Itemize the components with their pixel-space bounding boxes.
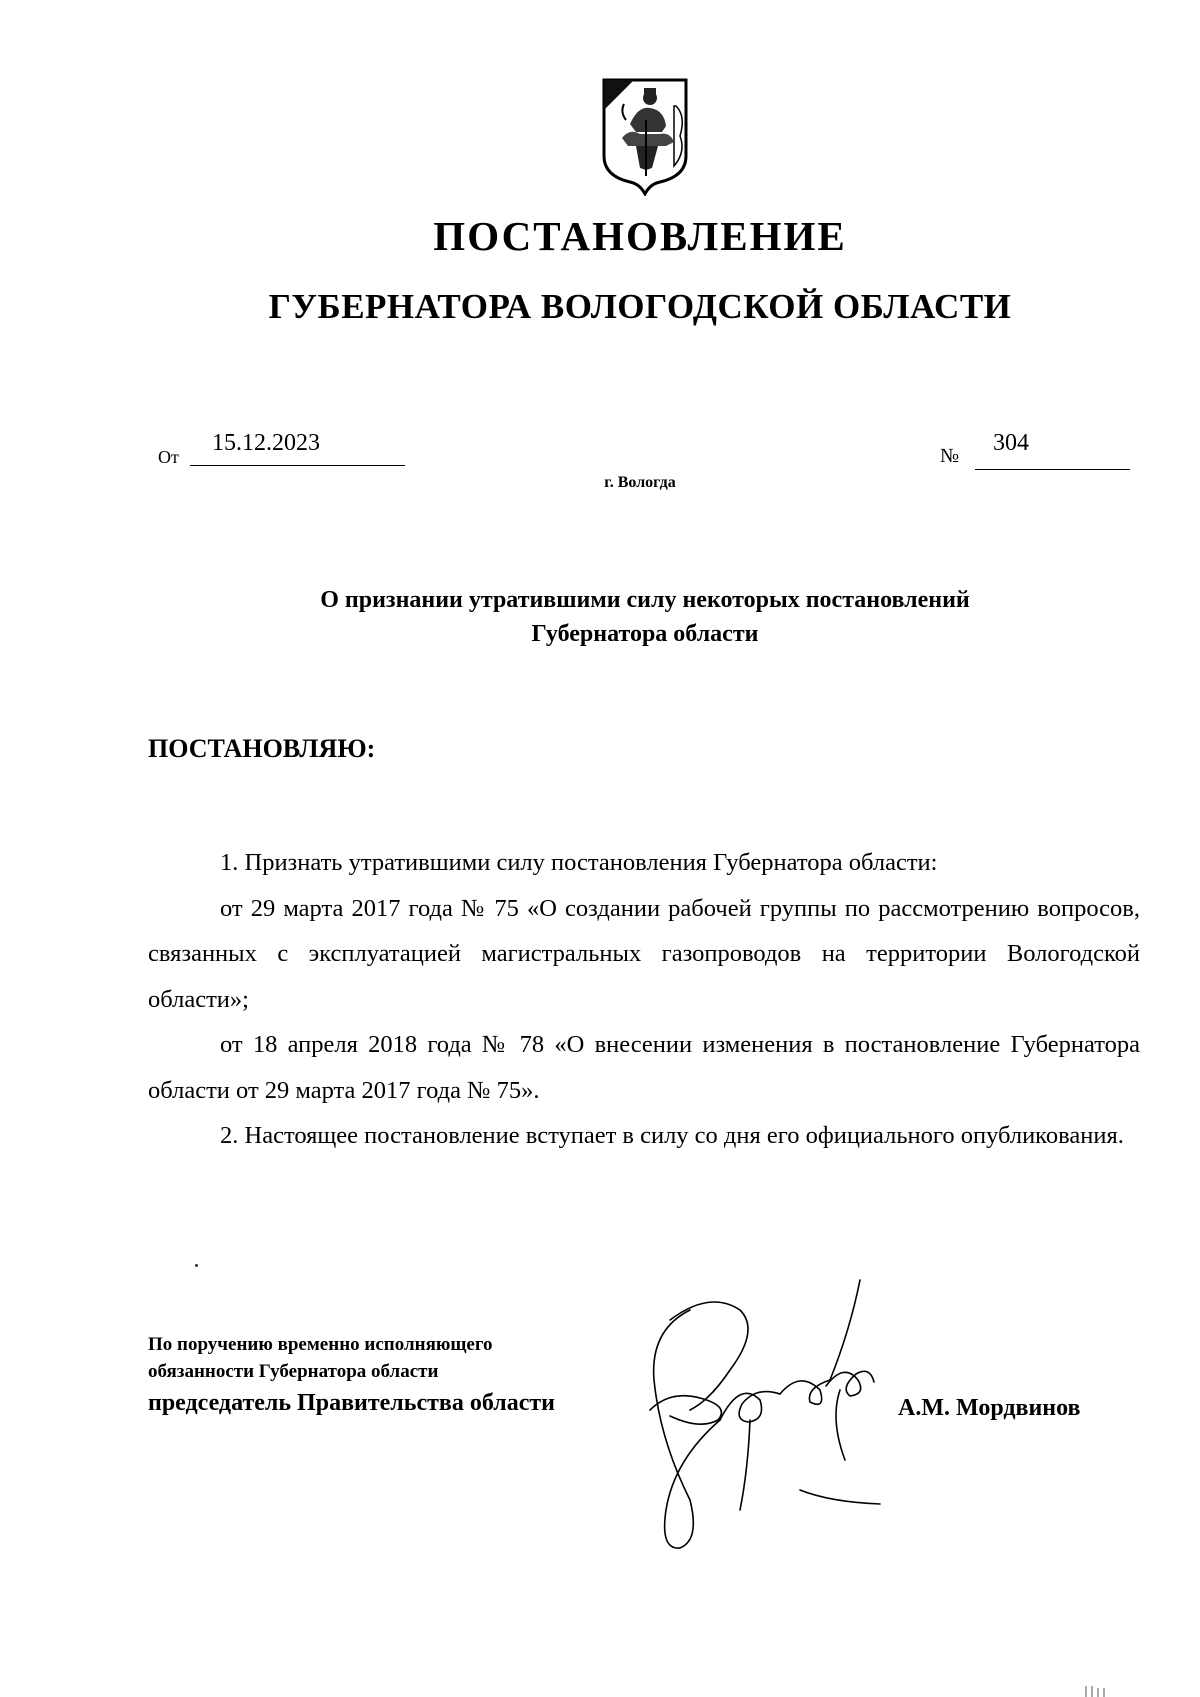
document-subject [0, 583, 1200, 651]
subject-line-1: О признании утратившими силу некоторых постановлений [320, 587, 970, 613]
signatory-position [148, 1331, 555, 1421]
body-paragraph-4: 2. Настоящее постановление вступает в силу со дня его официального опубликования. [220, 1122, 1124, 1149]
handwritten-signature-icon [630, 1270, 930, 1560]
body-paragraph-3: от 18 апреля 2018 года № 78 «О внесении изменения в постановление Губернатора области от 29 марта 2017 года № 75». [148, 1031, 1140, 1104]
document-body [148, 840, 1140, 1159]
number-label: № [940, 445, 960, 467]
scan-speck [195, 1264, 198, 1267]
signatory-line-3: председатель Правительства области [148, 1390, 555, 1416]
city-label: г. Вологда [604, 474, 676, 491]
decree-heading: ПОСТАНОВЛЯЮ: [148, 734, 376, 763]
document-title: ПОСТАНОВЛЕНИЕ [433, 213, 847, 259]
document-number: 304 [975, 430, 1130, 470]
body-paragraph-1: 1. Признать утратившими силу постановления Губернатора области: [220, 849, 938, 876]
scan-edge-marks [1082, 1680, 1112, 1697]
body-paragraph-2: от 29 марта 2017 года № 75 «О создании рабочей группы по рассмотрению вопросов, связанных с эксплуатацией магистральных газопроводов на территории Вологодской области»; [148, 894, 1140, 1013]
document-issuer: ГУБЕРНАТОРА ВОЛОГОДСКОЙ ОБЛАСТИ [268, 287, 1012, 326]
signatory-name: А.М. Мордвинов [898, 1395, 1081, 1421]
vologda-coat-of-arms-icon [600, 76, 690, 196]
signatory-line-2: обязанности Губернатора области [148, 1361, 439, 1382]
signatory-line-1: По поручению временно исполняющего [148, 1334, 493, 1355]
subject-line-2: Губернатора области [531, 621, 759, 647]
document-date: 15.12.2023 [190, 430, 405, 466]
date-label: От [158, 447, 179, 467]
